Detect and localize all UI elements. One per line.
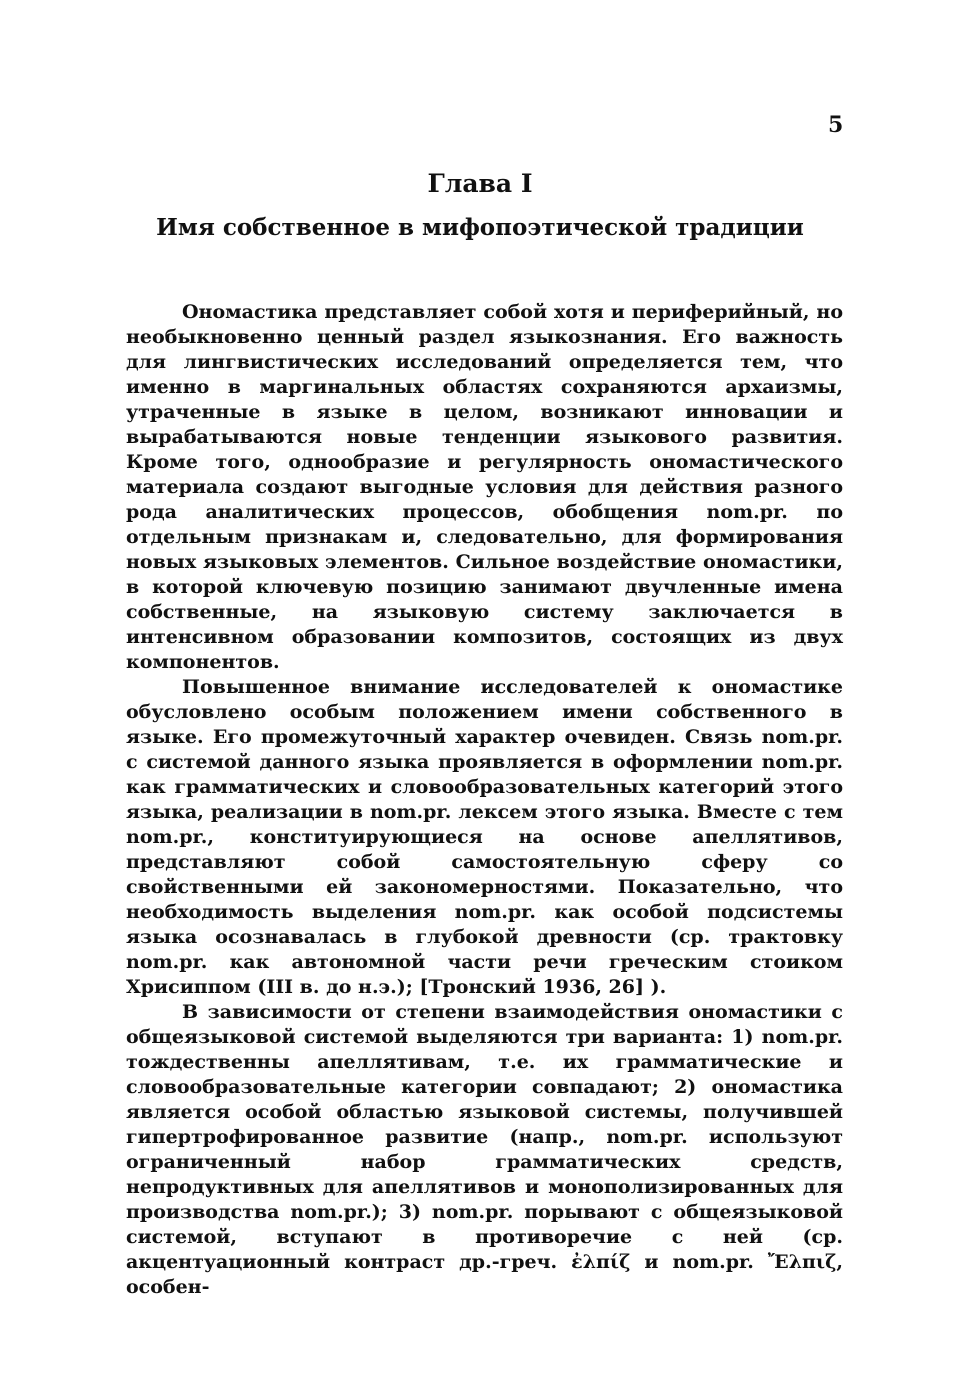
chapter-heading xyxy=(120,168,840,246)
paragraph: Повышенное внимание исследователей к ономастике обусловлено особым положением имени собственного в языке. Его промежуточный характер очевиден. Связь nom.pr. с системой данного языка проявляется в оформлении nom.pr. как грамматических и словообразовательных категорий этого языка, реализации в nom.pr. лексем этого языка. Вместе с тем nom.pr., конституирующиеся на основе апеллятивов, представляют собой самостоятельную сферу со свойственными ей закономерностями. Показательно, что необходимость выделения nom.pr. как особой подсистемы языка осознавалась в глубокой древности (ср. трактовку nom.pr. как автономной части речи греческим стоиком Хрисиппом (III в. до н.э.); [Тронский 1936, 26] ). xyxy=(126,676,843,998)
body-text xyxy=(126,300,843,1300)
chapter-title: Имя собственное в мифопоэтической традиции xyxy=(156,214,804,241)
paragraph: В зависимости от степени взаимодействия ономастики с общеязыковой системой выделяются три варианта: 1) nom.pr. тождественны апеллятивам, т.е. их грамматические и словообразовательные категории совпадают; 2) ономастика является особой областью языковой системы, получившей гипертрофированное развитие (напр., nom.pr. используют ограниченный набор грамматических средств, непродуктивных для апеллятивов и монополизированных для производства nom.pr.); 3) nom.pr. порывают с общеязыковой системой, вступают в противоречие с ней (ср. акцентуационный контраст др.-греч. ἐλπίζ и nom.pr. Ἔλπιζ, особен- xyxy=(126,1001,843,1298)
chapter-label: Глава I xyxy=(427,169,533,198)
page-number: 5 xyxy=(828,112,844,138)
paragraph: Ономастика представляет собой хотя и периферийный, но необыкновенно ценный раздел языкознания. Его важность для лингвистических исследований определяется тем, что именно в маргинальных областях сохраняются архаизмы, утраченные в языке в целом, возникают инновации и вырабатываются новые тенденции языкового развития. Кроме того, однообразие и регулярность ономастического материала создают выгодные условия для действия разного рода аналитических процессов, обобщения nom.pr. по отдельным признакам и, следовательно, для формирования новых языковых элементов. Сильное воздействие ономастики, в которой ключевую позицию занимают двучленные имена собственные, на языковую систему заключается в интенсивном образовании композитов, состоящих из двух компонентов. xyxy=(126,301,843,673)
